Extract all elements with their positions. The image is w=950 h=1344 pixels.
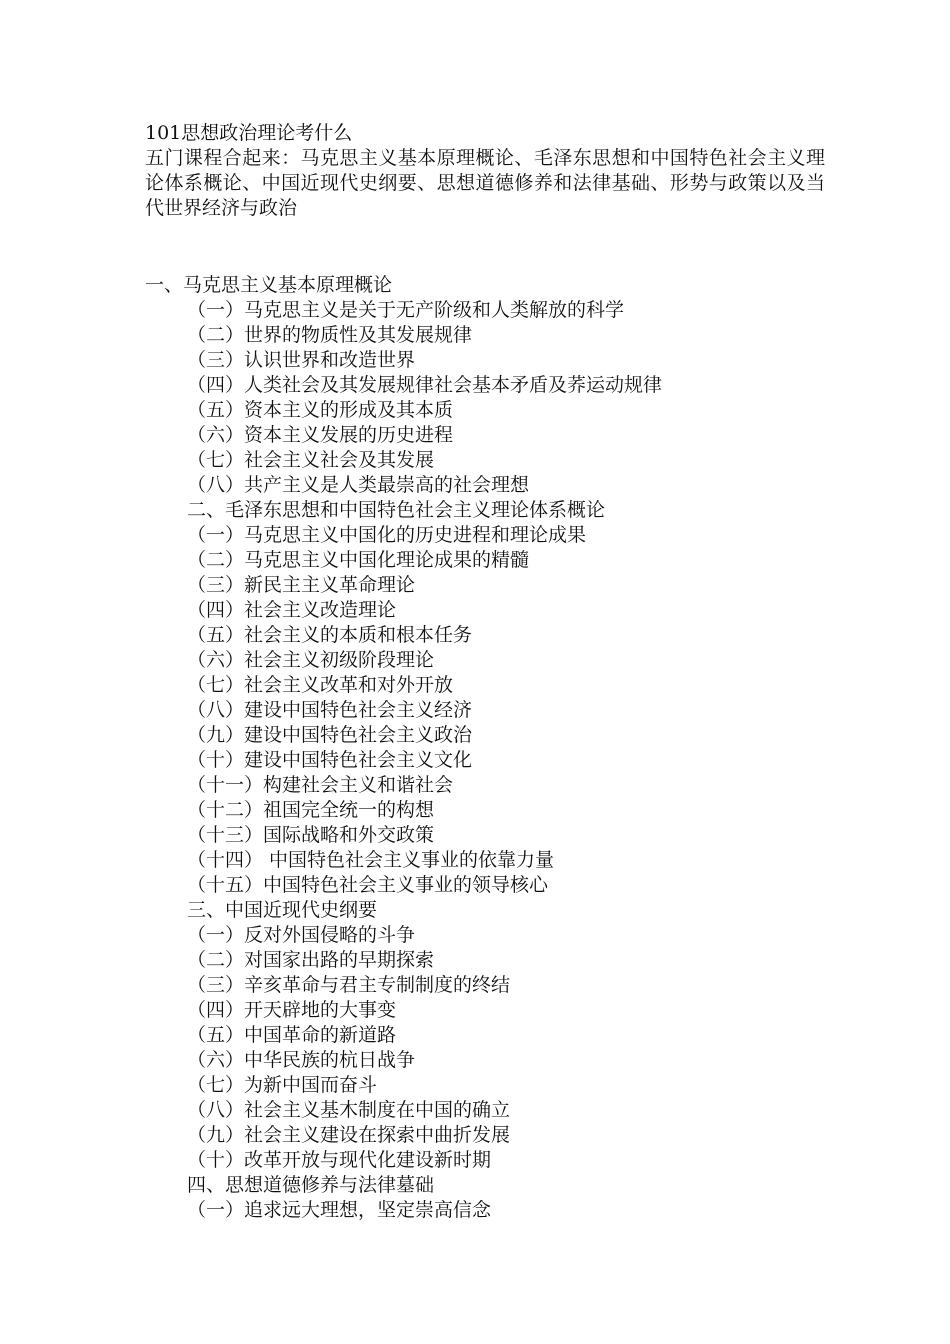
course-outline xyxy=(145,273,825,1223)
outline-item: （三）新民主主义革命理论 xyxy=(187,574,416,596)
intro-paragraph: 五门课程合起来：马克思主义基本原理概论、毛泽东思想和中国特色社会主义理论体系概论、中国近现代史纲要、思想道德修养和法律基础、形势与政策以及当代世界经济与政治 xyxy=(145,147,825,219)
outline-item: （三）认识世界和改造世界 xyxy=(187,349,416,371)
outline-item: （八）社会主义基木制度在中国的确立 xyxy=(187,1099,511,1121)
outline-item: （六）资本主义发展的历史进程 xyxy=(187,424,454,446)
outline-item: （十）改革开放与现代化建设新时期 xyxy=(187,1149,492,1171)
outline-item: （六）中华民族的杭日战争 xyxy=(187,1049,416,1071)
section-heading: 四、思想道德修养与法律墓础 xyxy=(187,1174,435,1196)
outline-item: （一）追求远大理想，坚定崇高信念 xyxy=(187,1199,492,1221)
outline-item: （十）建设中国特色社会主义文化 xyxy=(187,749,473,771)
outline-item: （二）世界的物质性及其发展规律 xyxy=(187,324,473,346)
outline-item: （四）人类社会及其发展规律社会基本矛盾及荞运动规律 xyxy=(187,374,663,396)
outline-item: （一）马克思主义中国化的历史进程和理论成果 xyxy=(187,524,587,546)
outline-item: （五）资本主义的形成及其本质 xyxy=(187,399,454,421)
outline-item: （十二）祖国完全统一的构想 xyxy=(187,799,435,821)
outline-item: （十三）国际战略和外交政策 xyxy=(187,824,435,846)
outline-item: （二）马克思主义中国化理论成果的精髓 xyxy=(187,549,530,571)
outline-item: （十四） 中国特色社会主义事业的依靠力量 xyxy=(187,849,555,871)
outline-item: （九）建设中国特色社会主义政治 xyxy=(187,724,473,746)
outline-item: （十五）中国特色社会主义事业的领导核心 xyxy=(187,874,549,896)
outline-item: （十一）构建社会主义和谐社会 xyxy=(187,774,454,796)
section-heading: 一、马克思主义基本原理概论 xyxy=(145,274,393,296)
section-heading: 二、毛泽东思想和中国特色社会主义理论体系概论 xyxy=(187,499,606,521)
outline-item: （一）马克思主义是关于无产阶级和人类解放的科学 xyxy=(187,299,625,321)
outline-item: （三）辛亥革命与君主专制制度的终结 xyxy=(187,974,511,996)
outline-item: （八）共产主义是人类最崇高的社会理想 xyxy=(187,474,530,496)
outline-item: （七）社会主义社会及其发展 xyxy=(187,449,435,471)
section-heading: 三、中国近现代史纲要 xyxy=(187,899,378,921)
outline-item: （九）社会主义建设在探索中曲折发展 xyxy=(187,1124,511,1146)
outline-item: （五）社会主义的本质和根本任务 xyxy=(187,624,473,646)
document-title: 101思想政治理论考什么 xyxy=(145,122,353,144)
outline-item: （二）对国家出路的早期探索 xyxy=(187,949,435,971)
outline-item: （六）社会主义初级阶段理论 xyxy=(187,649,435,671)
outline-item: （四）社会主义改造理论 xyxy=(187,599,397,621)
outline-item: （四）开天辟地的大事变 xyxy=(187,999,397,1021)
outline-item: （八）建设中国特色社会主义经济 xyxy=(187,699,473,721)
intro-block xyxy=(145,121,825,221)
outline-item: （七）为新中国而奋斗 xyxy=(187,1074,378,1096)
outline-item: （一）反对外国侵略的斗争 xyxy=(187,924,416,946)
outline-item: （七）社会主义改革和对外开放 xyxy=(187,674,454,696)
outline-item: （五）中国革命的新道路 xyxy=(187,1024,397,1046)
